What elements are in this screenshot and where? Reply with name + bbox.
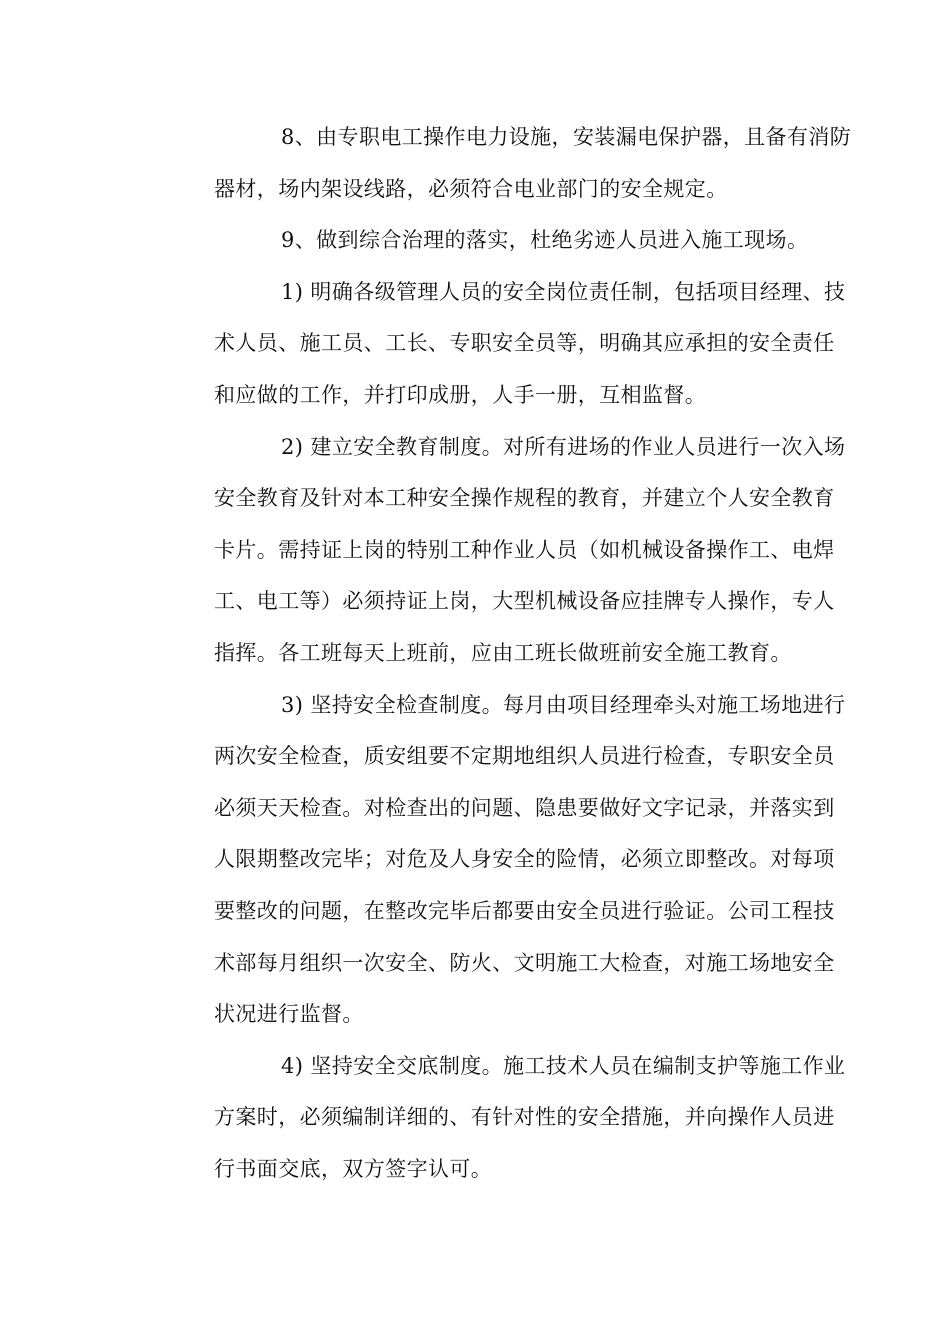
document-body [147, 112, 852, 1195]
text-line: 两次安全检查，质安组要不定期地组织人员进行检查，专职安全员 [214, 744, 835, 769]
text-line: 1) 明确各级管理人员的安全岗位责任制，包括项目经理、技 [281, 279, 846, 304]
text-line: 8、由专职电工操作电力设施，安装漏电保护器，且备有消防 [281, 125, 852, 149]
text-line: 人限期整改完毕；对危及人身安全的险情，必须立即整改。对每项 [214, 847, 835, 872]
text-line: 状况进行监督。 [214, 1002, 364, 1027]
text-line: 术人员、施工员、工长、专职安全员等，明确其应承担的安全责任 [214, 331, 835, 356]
text-line: 和应做的工作，并打印成册，人手一册，互相监督。 [214, 382, 707, 407]
paragraph-item-3 [147, 680, 846, 1041]
text-line: 术部每月组织一次安全、防火、文明施工大检查，对施工场地安全 [214, 950, 835, 975]
text-line: 要整改的问题，在整改完毕后都要由安全员进行验证。公司工程技 [214, 898, 835, 923]
text-line: 2) 建立安全教育制度。对所有进场的作业人员进行一次入场 [281, 434, 846, 459]
text-line: 工、电工等）必须持证上岗，大型机械设备应挂牌专人操作，专人 [214, 589, 835, 614]
text-line: 4) 坚持安全交底制度。施工技术人员在编制支护等施工作业 [281, 1053, 846, 1078]
paragraph-item-1 [147, 267, 846, 422]
text-line: 安全教育及针对本工种安全操作规程的教育，并建立个人安全教育 [214, 486, 835, 511]
text-line: 器材，场内架设线路，必须符合电业部门的安全规定。 [214, 176, 728, 201]
text-line: 9、做到综合治理的落实，杜绝劣迹人员进入施工现场。 [281, 228, 809, 253]
paragraph-item-9 [147, 215, 807, 267]
paragraph-item-2 [147, 422, 846, 680]
paragraph-item-4 [147, 1041, 846, 1196]
text-line: 必须天天检查。对检查出的问题、隐患要做好文字记录，并落实到 [214, 795, 835, 820]
text-line: 方案时，必须编制详细的、有针对性的安全措施，并向操作人员进 [214, 1105, 835, 1130]
paragraph-item-8 [147, 112, 852, 215]
text-line: 卡片。需持证上岗的特别工种作业人员（如机械设备操作工、电焊 [214, 537, 835, 562]
text-line: 指挥。各工班每天上班前，应由工班长做班前安全施工教育。 [214, 640, 792, 665]
text-line: 行书面交底，双方签字认可。 [214, 1156, 493, 1181]
text-line: 3) 坚持安全检查制度。每月由项目经理牵头对施工场地进行 [281, 692, 846, 717]
